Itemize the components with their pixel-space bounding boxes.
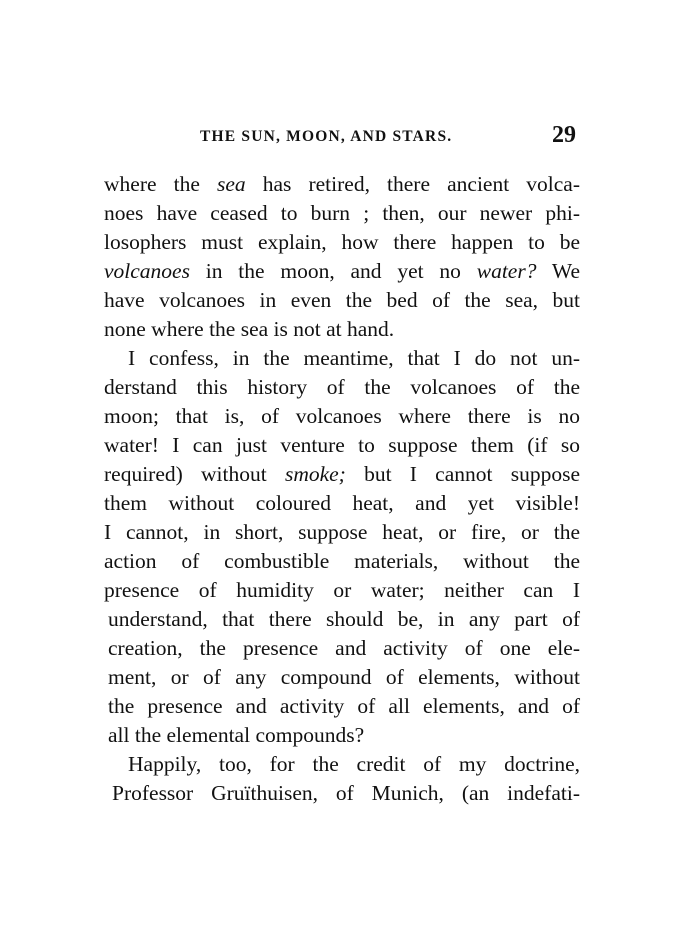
- text-line: noes have ceased to burn ; then, our newer phi-: [104, 201, 580, 225]
- text-line: all the elemental compounds?: [108, 723, 365, 747]
- text-line: the presence and activity of all elements, and of: [108, 694, 580, 718]
- text-line: derstand this history of the volcanoes of the: [104, 375, 580, 399]
- text-line: losophers must explain, how there happen to be: [104, 230, 580, 254]
- page-header: [200, 124, 576, 154]
- text-line: volcanoes in the moon, and yet no water? We: [104, 259, 580, 283]
- text-line: I confess, in the meantime, that I do not un-: [128, 346, 580, 370]
- text-line: understand, that there should be, in any part of: [108, 607, 580, 631]
- text-line: required) without smoke; but I cannot suppose: [104, 462, 580, 486]
- running-title: THE SUN, MOON, AND STARS.: [200, 128, 453, 145]
- text-line: I cannot, in short, suppose heat, or fire, or the: [104, 520, 580, 544]
- text-line: have volcanoes in even the bed of the sea, but: [104, 288, 580, 312]
- text-line: moon; that is, of volcanoes where there is no: [104, 404, 580, 428]
- text-line: creation, the presence and activity of one ele-: [108, 636, 580, 660]
- text-line: where the sea has retired, there ancient volca-: [104, 172, 580, 196]
- text-line: action of combustible materials, without the: [104, 549, 580, 573]
- text-line: Professor Gruïthuisen, of Munich, (an indefati-: [112, 781, 580, 805]
- text-line: water! I can just venture to suppose them (if so: [104, 433, 580, 457]
- text-line: Happily, too, for the credit of my doctrine,: [128, 752, 580, 776]
- text-line: them without coloured heat, and yet visible!: [104, 491, 580, 515]
- body-text: [104, 170, 580, 808]
- page-number: 29: [552, 122, 576, 148]
- text-line: none where the sea is not at hand.: [104, 317, 395, 341]
- text-line: ment, or of any compound of elements, without: [108, 665, 580, 689]
- text-line: presence of humidity or water; neither can I: [104, 578, 580, 602]
